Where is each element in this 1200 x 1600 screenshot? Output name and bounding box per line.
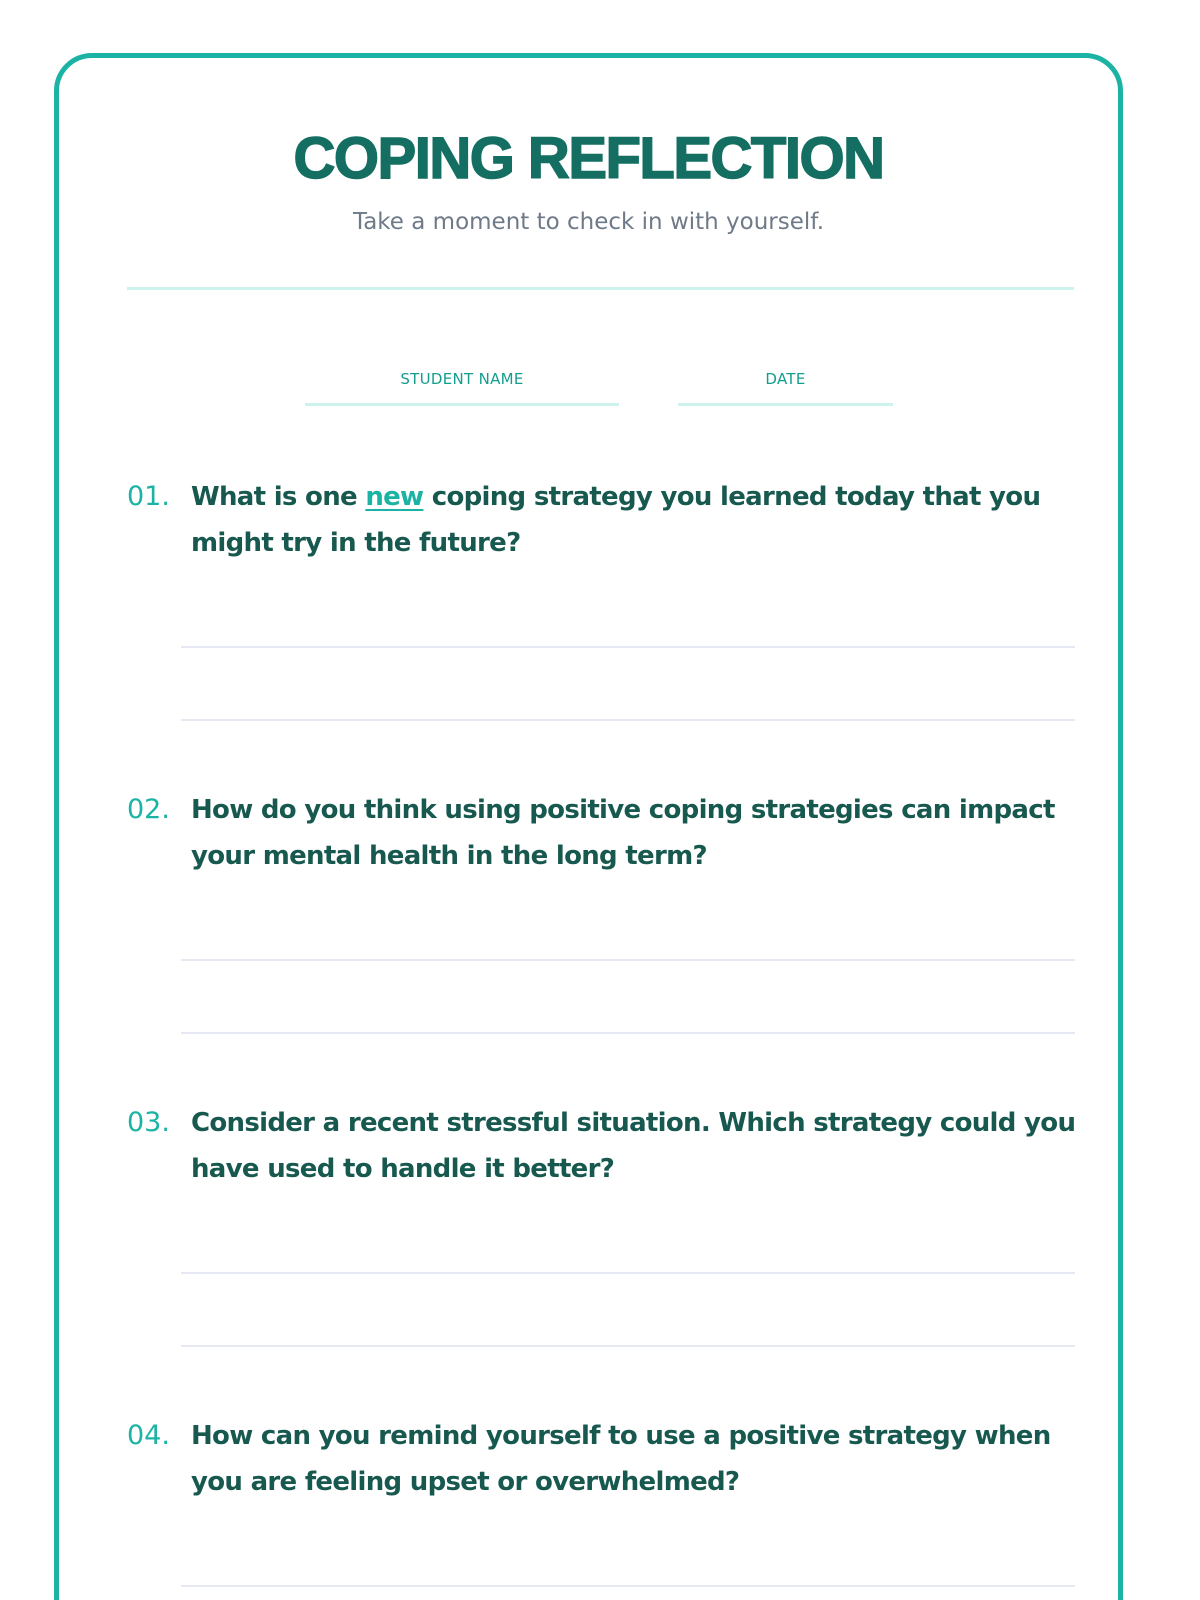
question-text: Consider a recent stressful situation. Which strategy could you have used to handle it better? [191, 1108, 1076, 1184]
date-field[interactable] [678, 403, 893, 406]
answer-line[interactable] [181, 1032, 1075, 1034]
answer-line[interactable] [181, 646, 1075, 648]
student-name-field[interactable] [305, 403, 619, 406]
header-divider [127, 287, 1074, 290]
page-subtitle: Take a moment to check in with yourself. [352, 209, 825, 235]
page-title: COPING REFLECTION [293, 126, 884, 191]
question-number: 02. [127, 794, 170, 825]
question-number: 04. [127, 1420, 170, 1451]
question-text: How can you remind yourself to use a positive strategy when you are feeling upset or overwhelmed? [191, 1421, 1051, 1497]
question-text-part: coping strategy you learned today that you might try in the future? [191, 482, 1041, 558]
answer-line[interactable] [181, 1272, 1075, 1274]
highlighted-word: new [365, 482, 424, 512]
question-text: How do you think using positive coping strategies can impact your mental health in the long term? [191, 795, 1055, 871]
answer-line[interactable] [181, 1585, 1075, 1587]
question-text-part: What is one [191, 482, 366, 512]
student-name-label: STUDENT NAME [400, 370, 524, 388]
answer-line[interactable] [181, 719, 1075, 721]
date-label: DATE [765, 370, 806, 388]
answer-line[interactable] [181, 959, 1075, 961]
question-number: 01. [127, 481, 170, 512]
answer-line[interactable] [181, 1345, 1075, 1347]
question-text [191, 474, 1081, 566]
question-number: 03. [127, 1107, 170, 1138]
